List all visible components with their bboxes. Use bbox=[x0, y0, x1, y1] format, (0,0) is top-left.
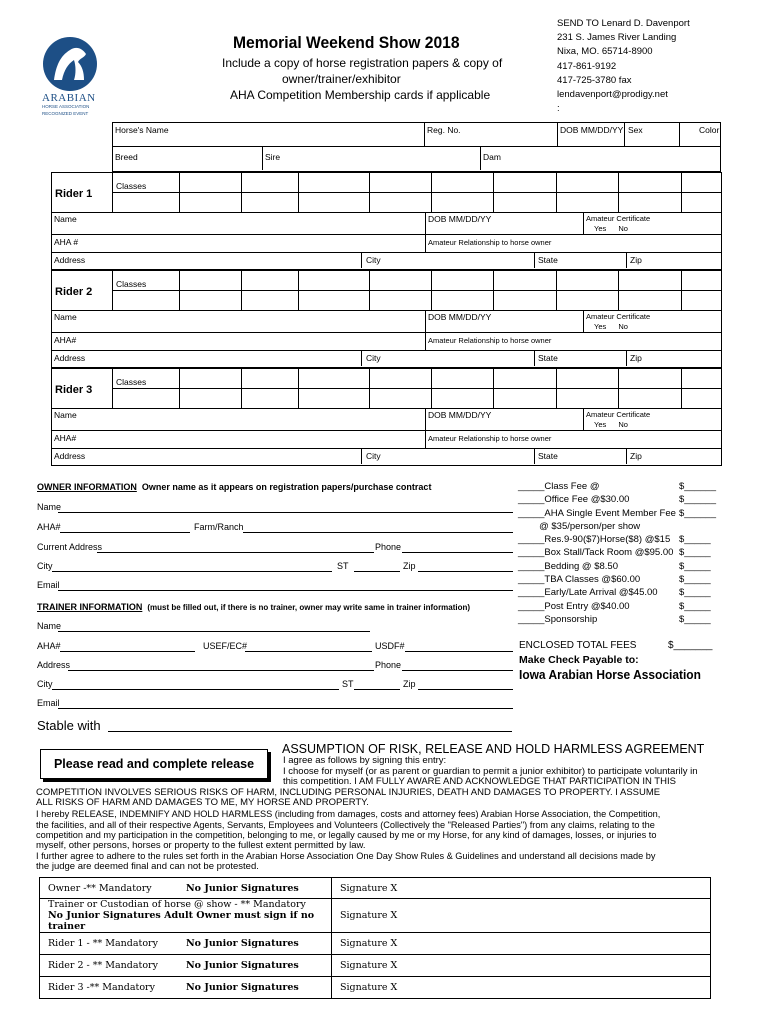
amateur-cert-label: Amateur Certificate bbox=[586, 312, 651, 321]
trainer-phone-line[interactable] bbox=[402, 670, 513, 671]
rider-city-field[interactable]: City bbox=[366, 353, 381, 363]
owner-address-line[interactable] bbox=[97, 552, 374, 553]
sire-field[interactable]: Sire bbox=[265, 152, 281, 162]
amateur-relationship-field[interactable]: Amateur Relationship to horse owner bbox=[428, 434, 552, 443]
signature-row-trainer bbox=[40, 899, 711, 933]
fee-label[interactable]: _____Box Stall/Tack Room @$95.00 bbox=[518, 547, 674, 559]
fee-label[interactable]: _____Res.9-90($7)Horse($8) @$15 bbox=[518, 534, 671, 546]
sig-role: Rider 1 - ** Mandatory bbox=[48, 938, 158, 949]
sig-label: Signature X bbox=[340, 982, 398, 993]
rider-dob-field[interactable]: DOB MM/DD/YY bbox=[428, 410, 492, 420]
rider-1-signature-field[interactable] bbox=[332, 933, 711, 955]
owner-farm-line[interactable] bbox=[243, 532, 513, 533]
trainer-signature-field[interactable] bbox=[332, 899, 711, 933]
trainer-email-label: Email bbox=[37, 698, 60, 708]
sig-role-2: No Junior Signatures Adult Owner must sign if no trainer bbox=[48, 910, 315, 932]
release-line: COMPETITION INVOLVES SERIOUS RISKS OF HARM, INCLUDING PERSONAL INJURIES, DEATH AND DAMAGES TO PROPERTY. I ASSUME bbox=[36, 786, 661, 798]
sig-note: No Junior Signatures bbox=[186, 982, 299, 993]
fee-amount[interactable]: $_____ bbox=[679, 547, 711, 559]
trainer-phone-label: Phone bbox=[375, 660, 402, 670]
horse-head-icon bbox=[40, 36, 100, 94]
amateur-cert-yes-no[interactable]: Yes No bbox=[594, 224, 628, 233]
aha-logo bbox=[40, 36, 100, 120]
rider-label: Rider 1 bbox=[55, 188, 93, 200]
send-to-line: 231 S. James River Landing bbox=[557, 32, 677, 44]
send-to-line: : bbox=[557, 103, 560, 115]
rider-aha-field[interactable]: AHA# bbox=[54, 335, 77, 345]
release-line: the judge are deemed final and can not be protested. bbox=[36, 860, 259, 872]
owner-email-line[interactable] bbox=[58, 590, 513, 591]
fee-label[interactable]: _____Post Entry @$40.00 bbox=[518, 600, 630, 612]
trainer-zip-line[interactable] bbox=[418, 689, 513, 690]
release-body bbox=[36, 756, 726, 873]
trainer-address-line[interactable] bbox=[68, 670, 374, 671]
release-line: I further agree to adhere to the rules set forth in the Arabian Horse Association One Day Show Rules & Guidelines and understand all decisions made by bbox=[36, 851, 656, 862]
signature-table bbox=[39, 877, 711, 999]
owner-signature-field[interactable] bbox=[332, 878, 711, 899]
amateur-cert-label: Amateur Certificate bbox=[586, 410, 651, 419]
owner-heading-title: OWNER INFORMATION bbox=[37, 482, 137, 492]
fee-row bbox=[518, 507, 718, 520]
signature-row-owner bbox=[40, 878, 711, 899]
fee-amount[interactable]: $______ bbox=[679, 494, 716, 506]
sig-label: Signature X bbox=[340, 938, 398, 949]
logo-horse-association: HORSE ASSOCIATION bbox=[42, 104, 90, 109]
payable-label: Make Check Payable to: bbox=[519, 654, 639, 666]
sig-note: No Junior Signatures bbox=[186, 960, 299, 971]
fee-row bbox=[518, 480, 718, 493]
rider-dob-field[interactable]: DOB MM/DD/YY bbox=[428, 214, 492, 224]
release-title: ASSUMPTION OF RISK, RELEASE AND HOLD HARMLESS AGREEMENT bbox=[282, 742, 705, 756]
release-line: this competition. I AM FULLY AWARE AND ACKNOWLEDGE THAT PARTICIPATION IN THIS bbox=[283, 776, 676, 788]
rider-state-field[interactable]: State bbox=[538, 255, 558, 265]
rider-classes-field[interactable]: Classes bbox=[116, 279, 147, 289]
fee-label[interactable]: @ $35/person/per show bbox=[518, 520, 641, 532]
owner-zip-line[interactable] bbox=[418, 571, 513, 572]
rider-zip-field[interactable]: Zip bbox=[630, 255, 642, 265]
fee-amount[interactable]: $______ bbox=[679, 507, 716, 519]
owner-name-line[interactable] bbox=[58, 512, 513, 513]
trainer-st-label: ST bbox=[342, 679, 354, 689]
fee-row bbox=[518, 586, 718, 599]
owner-zip-label: Zip bbox=[403, 561, 416, 571]
logo-arabian: ARABIAN bbox=[42, 92, 96, 104]
send-to-line: Nixa, MO. 65714-8900 bbox=[557, 46, 653, 58]
signature-row-rider-3 bbox=[40, 977, 711, 999]
signature-row-rider-1 bbox=[40, 933, 711, 955]
release-line: myself, other persons, horses or property to the fullest extent permitted by law. bbox=[36, 839, 366, 851]
trainer-city-line[interactable] bbox=[52, 689, 339, 690]
owner-aha-label: AHA# bbox=[37, 522, 61, 532]
logo-recognized-event: RECOGNIZED EVENT bbox=[42, 111, 89, 116]
horse-info-grid bbox=[112, 122, 721, 172]
owner-address-label: Current Address bbox=[37, 542, 103, 552]
rider-name-field[interactable]: Name bbox=[54, 312, 77, 322]
owner-heading bbox=[37, 482, 431, 492]
trainer-usdf-label: USDF# bbox=[375, 641, 405, 651]
owner-phone-label: Phone bbox=[375, 542, 402, 552]
sig-role: Rider 2 - ** Mandatory bbox=[48, 960, 158, 971]
owner-name-label: Name bbox=[37, 502, 62, 512]
owner-aha-line[interactable] bbox=[60, 532, 190, 533]
trainer-name-line[interactable] bbox=[58, 631, 370, 632]
fee-amount[interactable]: $_____ bbox=[679, 600, 711, 612]
reg-no-field[interactable]: Reg. No. bbox=[427, 125, 461, 135]
release-line: I hereby RELEASE, INDEMNIFY AND HOLD HARMLESS (including from damages, costs and attorney fees) Arabian Horse Association, the Competition, bbox=[36, 808, 661, 819]
stable-with-line[interactable] bbox=[108, 731, 512, 732]
sig-role: Trainer or Custodian of horse @ show - ** Mandatory bbox=[48, 899, 306, 910]
owner-st-label: ST bbox=[337, 561, 349, 571]
fee-row bbox=[518, 613, 718, 626]
trainer-heading bbox=[37, 602, 470, 612]
trainer-address-label: Address bbox=[37, 660, 71, 670]
owner-st-line[interactable] bbox=[354, 571, 400, 572]
signature-row-rider-2 bbox=[40, 955, 711, 977]
page-title: Memorial Weekend Show 2018 bbox=[233, 33, 460, 52]
trainer-name-label: Name bbox=[37, 621, 62, 631]
rider-address-field[interactable]: Address bbox=[54, 451, 86, 461]
fee-label[interactable]: _____Bedding @ $8.50 bbox=[518, 560, 618, 572]
fee-row bbox=[518, 520, 718, 533]
rider-classes-field[interactable]: Classes bbox=[116, 181, 147, 191]
sig-note: No Junior Signatures bbox=[186, 882, 299, 894]
fee-label[interactable]: _____Sponsorship bbox=[518, 613, 598, 625]
owner-city-line[interactable] bbox=[52, 571, 332, 572]
fee-row bbox=[518, 546, 718, 559]
fee-amount[interactable]: $_____ bbox=[679, 613, 711, 625]
release-line: I choose for myself (or as parent or guardian to permit a junior exhibitor) to participate voluntarily in bbox=[283, 765, 698, 777]
fee-amount[interactable]: $_____ bbox=[679, 587, 711, 599]
sex-field[interactable]: Sex bbox=[628, 125, 643, 135]
rider-aha-field[interactable]: AHA # bbox=[54, 237, 79, 247]
rider-label: Rider 2 bbox=[55, 286, 93, 298]
fee-amount[interactable]: $_____ bbox=[679, 560, 711, 572]
trainer-usdf-line[interactable] bbox=[405, 651, 513, 652]
trainer-usef-line[interactable] bbox=[245, 651, 372, 652]
subtitle-line-3: AHA Competition Membership cards if applicable bbox=[230, 88, 491, 102]
release-line: competition and my participation in the competition, belonging to me, or legally caused by me or my Horse, for any kind of damages, losses, or injuries to bbox=[36, 830, 657, 841]
trainer-heading-note: (must be filled out, if there is no trainer, owner may write same in trainer information) bbox=[147, 603, 471, 612]
sig-label: Signature X bbox=[340, 882, 398, 894]
rider-label: Rider 3 bbox=[55, 384, 93, 396]
fee-label[interactable]: _____TBA Classes @$60.00 bbox=[518, 574, 641, 586]
sig-role: Owner -** Mandatory bbox=[48, 882, 152, 894]
owner-phone-line[interactable] bbox=[402, 552, 513, 553]
stable-with-label: Stable with bbox=[37, 718, 101, 733]
fee-row bbox=[518, 573, 718, 586]
fee-row bbox=[518, 493, 718, 506]
payee-name: Iowa Arabian Horse Association bbox=[519, 667, 701, 682]
trainer-usef-label: USEF/EC# bbox=[203, 641, 248, 651]
rider-zip-field[interactable]: Zip bbox=[630, 353, 642, 363]
rider-address-field[interactable]: Address bbox=[54, 255, 86, 265]
send-to-line: 417-861-9192 bbox=[557, 60, 617, 72]
release-line: ALL RISKS OF HARM AND DAMAGES TO ME, MY HORSE AND PROPERTY. bbox=[36, 797, 369, 809]
rider-2-signature-field[interactable] bbox=[332, 955, 711, 977]
owner-farm-label: Farm/Ranch bbox=[194, 522, 244, 532]
fee-row bbox=[518, 533, 718, 546]
rider-name-field[interactable]: Name bbox=[54, 214, 77, 224]
horse-dob-field[interactable]: DOB MM/DD/YY bbox=[560, 125, 624, 135]
subtitle-line-2: owner/trainer/exhibitor bbox=[282, 72, 401, 86]
rider-block-2 bbox=[51, 270, 721, 368]
amateur-cert-label: Amateur Certificate bbox=[586, 214, 651, 223]
fee-label[interactable]: _____Class Fee @ bbox=[518, 481, 600, 492]
enclosed-total-amount[interactable]: $_______ bbox=[668, 640, 713, 651]
fee-amount[interactable]: $_____ bbox=[679, 534, 711, 546]
amateur-relationship-field[interactable]: Amateur Relationship to horse owner bbox=[428, 238, 552, 247]
rider-zip-field[interactable]: Zip bbox=[630, 451, 642, 461]
rider-address-field[interactable]: Address bbox=[54, 353, 86, 363]
rider-block-1 bbox=[51, 172, 721, 270]
rider-classes-field[interactable]: Classes bbox=[116, 377, 147, 387]
enclosed-total-label: ENCLOSED TOTAL FEES bbox=[519, 640, 637, 651]
amateur-cert-yes-no[interactable]: Yes No bbox=[594, 420, 628, 429]
release-line: I agree as follows by signing this entry: bbox=[283, 755, 447, 766]
color-field[interactable]: Color bbox=[699, 125, 720, 135]
horses-name-field[interactable]: Horse's Name bbox=[115, 125, 169, 135]
fee-amount[interactable]: $_____ bbox=[679, 574, 711, 586]
send-to-line: 417-725-3780 fax bbox=[557, 74, 632, 86]
rider-city-field[interactable]: City bbox=[366, 451, 381, 461]
rider-dob-field[interactable]: DOB MM/DD/YY bbox=[428, 312, 492, 322]
owner-heading-note: Owner name as it appears on registration papers/purchase contract bbox=[141, 482, 432, 492]
rider-state-field[interactable]: State bbox=[538, 353, 558, 363]
trainer-city-label: City bbox=[37, 679, 53, 689]
sig-role: Rider 3 -** Mandatory bbox=[48, 982, 155, 993]
fee-row bbox=[518, 600, 718, 613]
rider-name-field[interactable]: Name bbox=[54, 410, 77, 420]
fee-label[interactable]: _____Office Fee @$30.00 bbox=[518, 494, 630, 506]
trainer-zip-label: Zip bbox=[403, 679, 416, 689]
trainer-heading-title: TRAINER INFORMATION bbox=[37, 602, 143, 612]
breed-field[interactable]: Breed bbox=[115, 152, 138, 162]
send-to-line: SEND TO Lenard D. Davenport bbox=[557, 18, 690, 29]
trainer-email-line[interactable] bbox=[58, 708, 513, 709]
rider-3-signature-field[interactable] bbox=[332, 977, 711, 999]
send-to-line: lendavenport@prodigy.net bbox=[557, 89, 668, 101]
trainer-st-line[interactable] bbox=[354, 689, 400, 690]
sig-label: Signature X bbox=[340, 960, 398, 971]
sig-note: No Junior Signatures bbox=[186, 938, 299, 949]
fee-label[interactable]: _____Early/Late Arrival @$45.00 bbox=[518, 587, 658, 599]
rider-city-field[interactable]: City bbox=[366, 255, 381, 265]
trainer-aha-label: AHA# bbox=[37, 641, 61, 651]
read-release-button[interactable]: Please read and complete release bbox=[40, 749, 268, 779]
sig-label: Signature X bbox=[340, 910, 398, 921]
rider-block-3 bbox=[51, 368, 721, 466]
send-to-block bbox=[557, 17, 690, 116]
fee-row bbox=[518, 560, 718, 573]
fee-label[interactable]: _____AHA Single Event Member Fee bbox=[518, 507, 676, 519]
owner-city-label: City bbox=[37, 561, 53, 571]
dam-field[interactable]: Dam bbox=[483, 152, 501, 162]
trainer-aha-line[interactable] bbox=[60, 651, 195, 652]
amateur-relationship-field[interactable]: Amateur Relationship to horse owner bbox=[428, 336, 552, 345]
rider-aha-field[interactable]: AHA# bbox=[54, 433, 77, 443]
owner-email-label: Email bbox=[37, 580, 60, 590]
release-line: the facilities, and all of their respective Agents, Servants, Employees and Volunteers (Collectively the "Released Parties") from any claims, relating to the bbox=[36, 819, 655, 830]
fees-block bbox=[518, 480, 718, 626]
subtitle-line-1: Include a copy of horse registration papers & copy of bbox=[222, 56, 503, 70]
rider-state-field[interactable]: State bbox=[538, 451, 558, 461]
fee-amount[interactable]: $______ bbox=[679, 481, 716, 492]
amateur-cert-yes-no[interactable]: Yes No bbox=[594, 322, 628, 331]
